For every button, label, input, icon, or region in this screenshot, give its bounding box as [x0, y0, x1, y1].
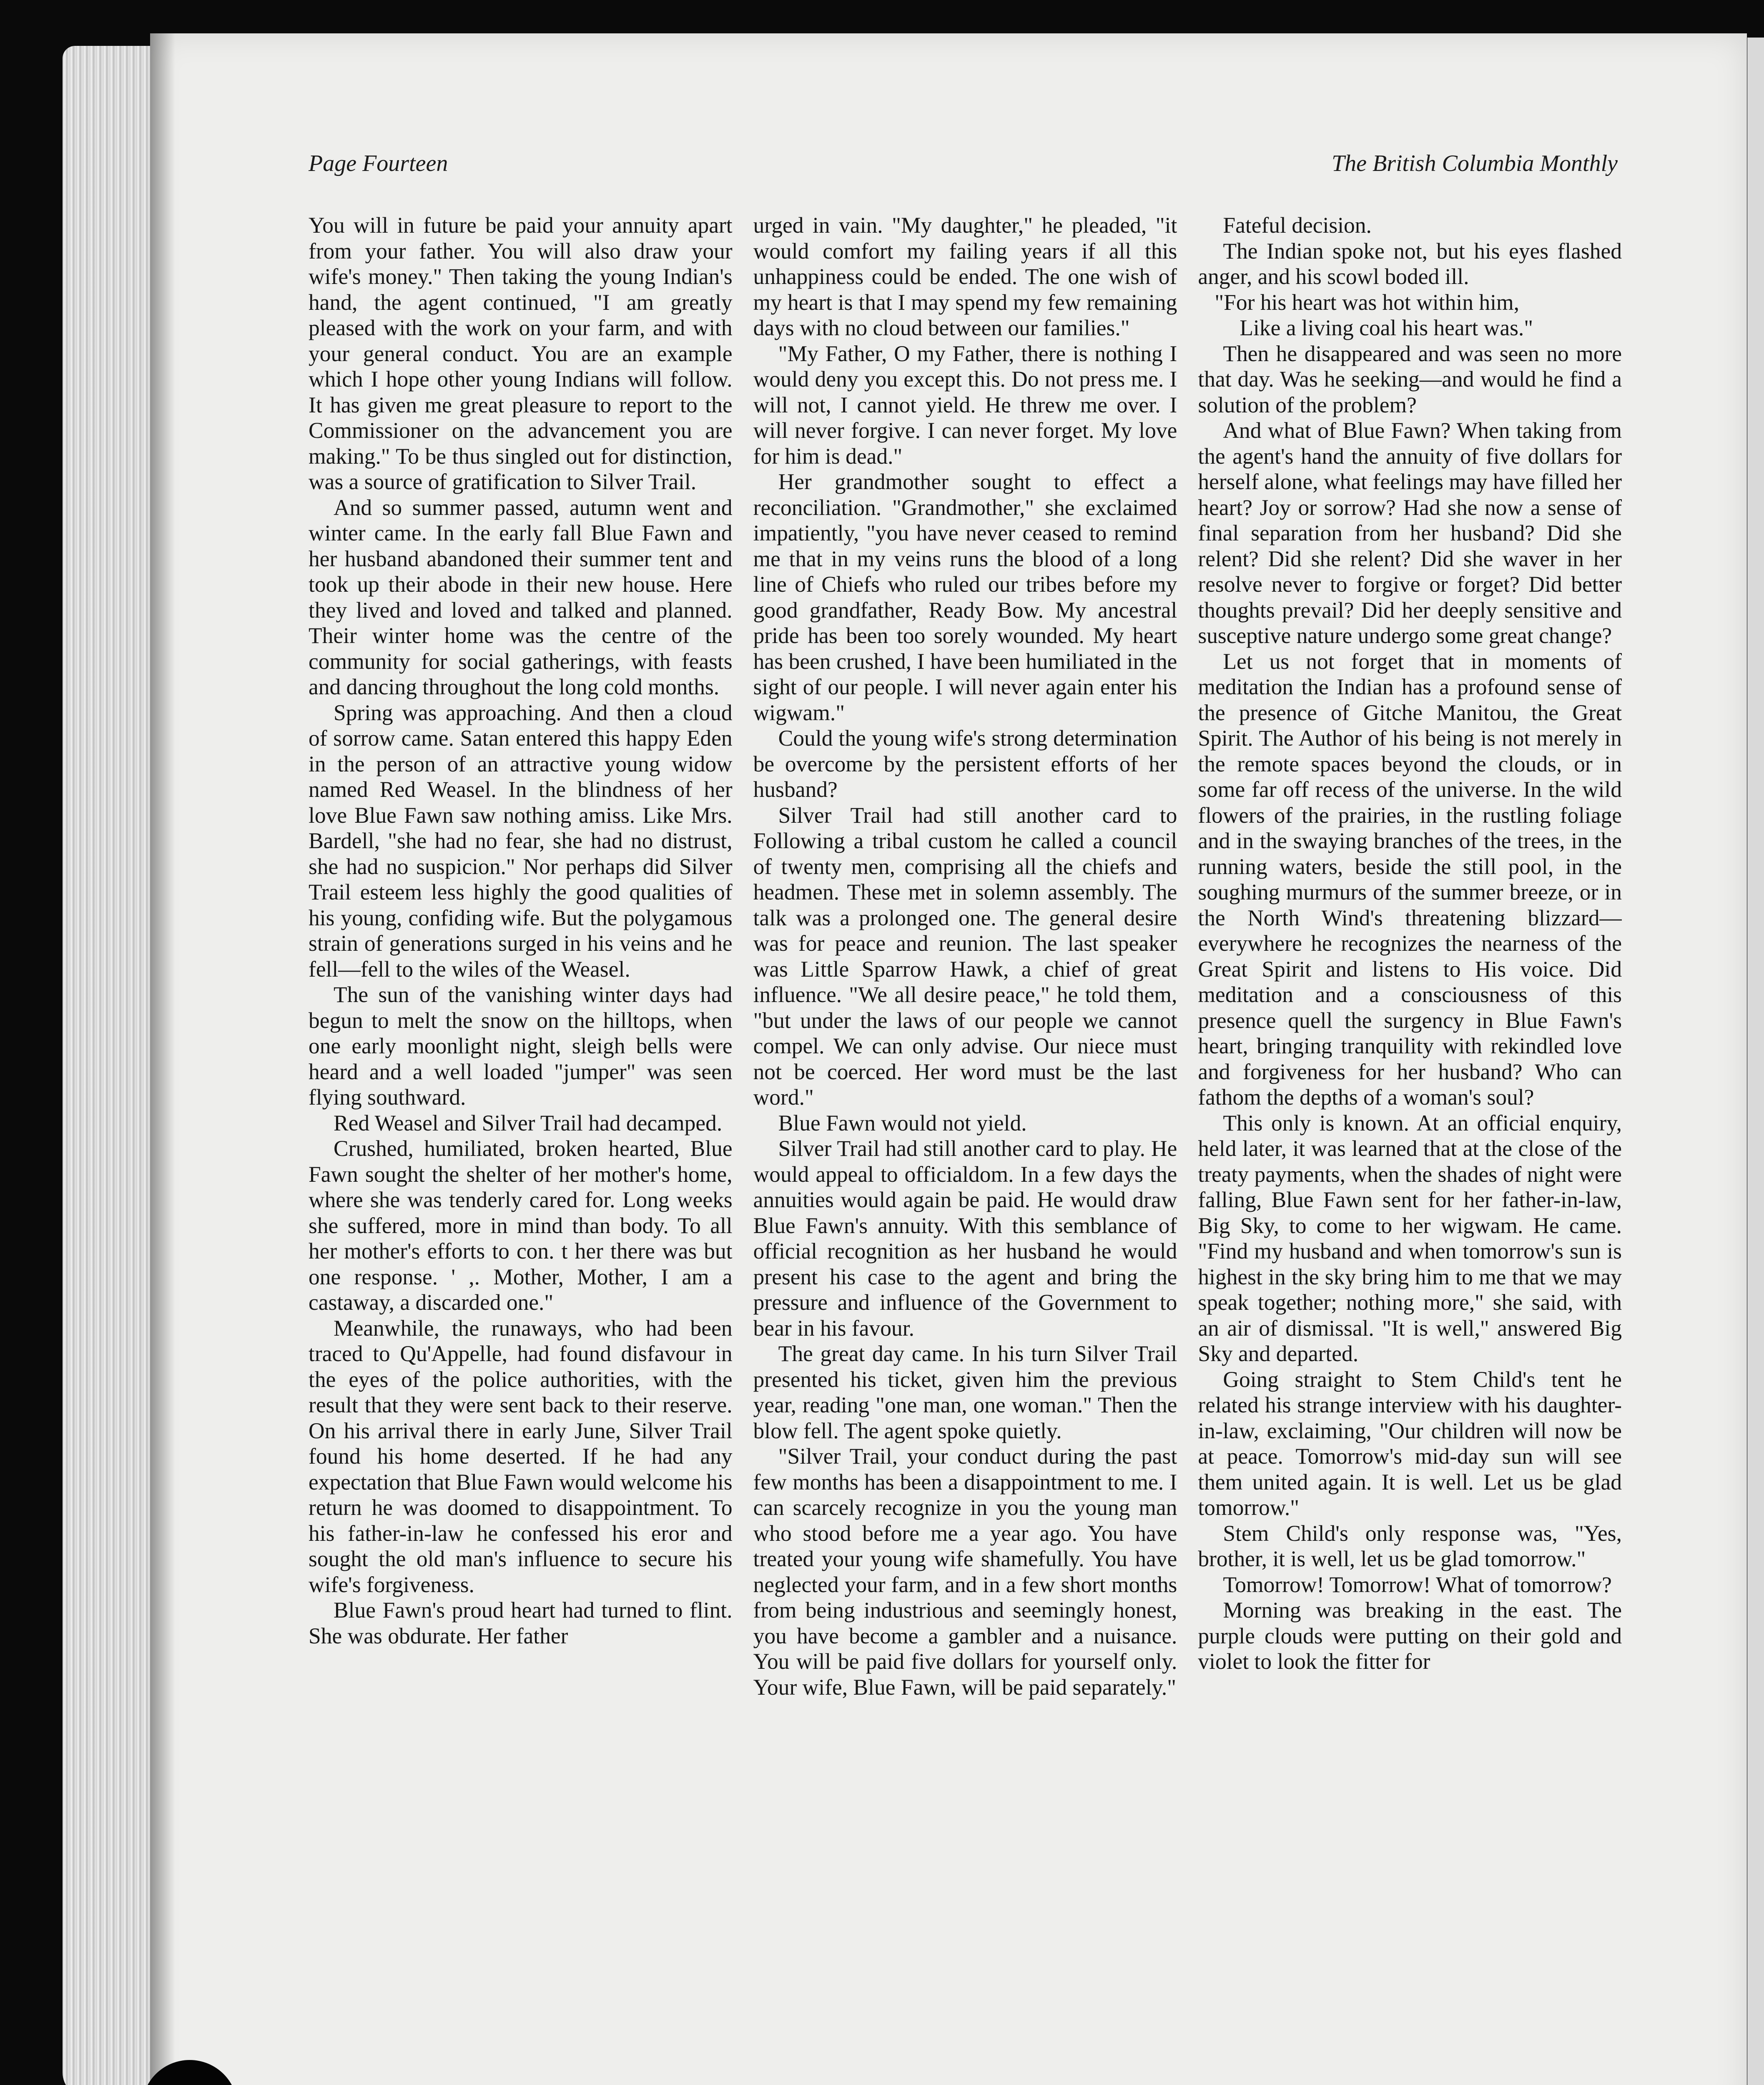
paragraph: "My Father, O my Father, there is nothing I would deny you except this. Do not press me. I will not, I cannot yield. He threw me over. I will never forgive. I can never forget. My love for him is dead."	[753, 341, 1177, 469]
article-body	[309, 213, 1622, 2047]
paragraph: Her grandmother sought to effect a reconciliation. "Grandmother," she exclaimed impatiently, "you have never ceased to remind me that in my veins runs the blood of a long line of Chiefs who ruled our tribes before my good grandfather, Ready Bow. My ancestral pride has been too sorely wounded. My heart has been crushed, I have been humiliated in the sight of our people. I will never again enter his wigwam."	[753, 469, 1177, 725]
page-number-label: Page Fourteen	[309, 151, 448, 176]
magazine-title: The British Columbia Monthly	[1332, 151, 1618, 176]
paragraph: Blue Fawn would not yield.	[778, 1110, 1027, 1135]
paragraph: Could the young wife's strong determination be overcome by the persistent efforts of her husband?	[753, 726, 1177, 802]
paragraph: urged in vain. "My daughter," he pleaded, "it would comfort my failing years if all this unhappiness could be ended. The one wish of my heart is that I may spend my few remaining days with no cloud between our families."	[753, 213, 1177, 340]
facing-page-edge	[1747, 38, 1764, 2085]
paragraph: The sun of the vanishing winter days had begun to melt the snow on the hilltops, when one early moonlight night, sleigh bells were heard and a well loaded "jumper" was seen flying southward.	[309, 982, 733, 1110]
paragraph: Stem Child's only response was, "Yes, brother, it is well, let us be glad tomorrow."	[1198, 1520, 1622, 1571]
paragraph: And what of Blue Fawn? When taking from the agent's hand the annuity of five dollars for herself alone, what feelings may have filled her heart? Joy or sorrow? Had she now a sense of final separation from her husband? Did she relent? Did she relent? Did she waver in her resolve never to forgive or forget? Did better thoughts prevail? Did her deeply sensitive and susceptive nature undergo some great change?	[1198, 418, 1622, 648]
paragraph: "For his heart was hot within him,	[1214, 289, 1520, 315]
paragraph: Like a living coal his heart was."	[1240, 315, 1533, 340]
paragraph: Then he disappeared and was seen no more that day. Was he seeking—and would he find a solution of the problem?	[1198, 341, 1622, 417]
text-column-3	[1198, 213, 1622, 2047]
running-header	[309, 150, 1618, 183]
paragraph: "Silver Trail, your conduct during the past few months has been a disappointment to me. I can scarcely recognize in you the young man who stood before me a year ago. You have treated your young wife shamefully. You have neglected your farm, and in a few short months from being industrious and seemingly honest, you have become a gambler and a nuisance. You will be paid five dollars for yourself only. Your wife, Blue Fawn, will be paid separately."	[753, 1444, 1177, 1700]
paragraph: Tomorrow! Tomorrow! What of tomorrow?	[1223, 1572, 1612, 1597]
paragraph: Fateful decision.	[1223, 213, 1372, 238]
paragraph: This only is known. At an official enquiry, held later, it was learned that at the close of the treaty payments, when the shades of night were falling, Blue Fawn sent for her father-in-law, Big Sky, to come to her wigwam. He came. "Find my husband and when tomorrow's sun is highest in the sky bring him to me that we may speak together; nothing more," she said, with an air of dismissal. "It is well," answered Big Sky and departed.	[1198, 1110, 1622, 1366]
paragraph: Spring was approaching. And then a cloud of sorrow came. Satan entered this happy Eden in the person of an attractive young widow named Red Weasel. In the blindness of her love Blue Fawn saw nothing amiss. Like Mrs. Bardell, "she had no fear, she had no distrust, she had no suspicion." Nor perhaps did Silver Trail esteem less highly the good qualities of his young, confiding wife. But the polygamous strain of generations surged in his veins and he fell—fell to the wiles of the Weasel.	[309, 700, 733, 982]
paragraph: Silver Trail had still another card to Following a tribal custom he called a council of twenty men, comprising all the chiefs and headmen. These met in solemn assembly. The talk was a prolonged one. The general desire was for peace and reunion. The last speaker was Little Sparrow Hawk, a chief of great influence. "We all desire peace," he told them, "but under the laws of our people we cannot compel. We can only advise. Our niece must not be coerced. Her word must be the last word."	[753, 802, 1177, 1110]
paragraph: You will in future be paid your annuity apart from your father. You will also draw your wife's money." Then taking the young Indian's hand, the agent continued, "I am greatly pleased with the work on your farm, and with your general conduct. You are an example which I hope other young Indians will follow. It has given me great pleasure to report to the Commissioner on the advancement you are making." To be thus singled out for distinction, was a source of gratification to Silver Trail.	[309, 213, 733, 494]
paragraph: Blue Fawn's proud heart had turned to flint. She was obdurate. Her father	[309, 1598, 733, 1648]
paragraph: Meanwhile, the runaways, who had been traced to Qu'Appelle, had found disfavour in the eyes of the police authorities, with the result that they were sent back to their reserve. On his arrival there in early June, Silver Trail found his home deserted. If he had any expectation that Blue Fawn would welcome his return he was doomed to disappointment. To his father-in-law he confessed his eror and sought the old man's influence to secure his wife's forgiveness.	[309, 1315, 733, 1597]
paragraph: The great day came. In his turn Silver Trail presented his ticket, given him the previous year, reading "one man, one woman." Then the blow fell. The agent spoke quietly.	[753, 1341, 1177, 1443]
paragraph: Going straight to Stem Child's tent he related his strange interview with his daughter-in-law, exclaiming, "Our children will now be at peace. Tomorrow's mid-day sun will see them united again. It is well. Let us be glad tomorrow."	[1198, 1367, 1622, 1520]
paragraph: Morning was breaking in the east. The purple clouds were putting on their gold and violet to look the fitter for	[1198, 1598, 1622, 1674]
paragraph: Crushed, humiliated, broken hearted, Blue Fawn sought the shelter of her mother's home, where she was tenderly cared for. Long weeks she suffered, more in mind than body. To all her mother's efforts to con. t her there was but one response. ' ,. Mother, Mother, I am a castaway, a discarded one."	[309, 1136, 733, 1315]
paragraph: The Indian spoke not, but his eyes flashed anger, and his scowl boded ill.	[1198, 238, 1622, 289]
paragraph: And so summer passed, autumn went and winter came. In the early fall Blue Fawn and her husband abandoned their summer tent and took up their abode in their new house. Here they lived and loved and talked and planned. Their winter home was the centre of the community for social gatherings, with feasts and dancing throughout the long cold months.	[309, 495, 733, 699]
text-column-1	[309, 213, 733, 2047]
gutter-shadow	[150, 33, 175, 2085]
paragraph: Silver Trail had still another card to play. He would appeal to officialdom. In a few days the annuities would again be paid. He would draw Blue Fawn's annuity. With this semblance of official recognition as her husband he would present his case to the agent and bring the pressure and influence of the Government to bear in his favour.	[753, 1136, 1177, 1341]
text-column-2	[753, 213, 1177, 2047]
paragraph: Red Weasel and Silver Trail had decamped.	[334, 1110, 723, 1135]
paragraph: Let us not forget that in moments of meditation the Indian has a profound sense of the presence of Gitche Manitou, the Great Spirit. The Author of his being is not merely in the remote spaces beyond the clouds, or in some far off recess of the universe. In the wild flowers of the prairies, in the rustling foliage and in the swaying branches of the trees, in the running waters, beside the still pool, in the soughing murmurs of the summer breeze, or in the North Wind's threatening blizzard—everywhere he recognizes the nearness of the Great Spirit and listens to His voice. Did meditation and a consciousness of this presence quell the surgency in Blue Fawn's heart, bringing tranquility with rekindled love and forgiveness for her husband? Who can fathom the depths of a woman's soul?	[1198, 648, 1622, 1110]
